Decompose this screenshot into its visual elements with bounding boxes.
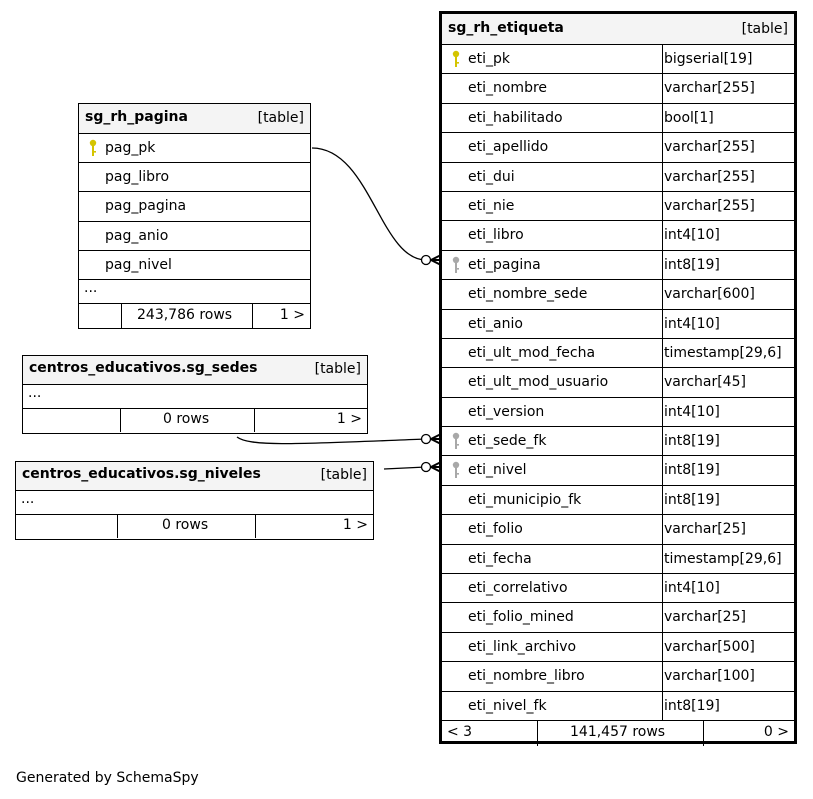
table-footer (23, 409, 367, 432)
more-columns-ellipsis (16, 491, 373, 515)
foreign-key-icon (452, 461, 460, 479)
table-header[interactable] (16, 462, 373, 491)
children-count[interactable]: 1 > (336, 411, 362, 427)
column-type: varchar[255] (664, 197, 755, 214)
table-footer (16, 515, 373, 538)
relationship-niveles-to-etiqueta (384, 467, 426, 469)
table-kind: [table] (320, 467, 367, 483)
row-count: 0 rows (163, 411, 210, 427)
primary-key-icon (452, 50, 460, 68)
column-name: eti_nombre_sede (468, 286, 588, 303)
column-row-eti-nombre-sede[interactable] (442, 280, 794, 309)
column-type: timestamp[29,6] (664, 344, 782, 361)
row-count: 243,786 rows (137, 306, 233, 323)
optional-marker-icon (422, 256, 431, 265)
column-row-pag-libro[interactable] (79, 163, 310, 192)
column-row-eti-apellido[interactable] (442, 133, 794, 162)
column-name: eti_apellido (468, 139, 549, 156)
column-type: int8[19] (664, 433, 720, 450)
table-kind: [table] (257, 110, 304, 126)
column-row-eti-folio-mined[interactable] (442, 603, 794, 632)
relationship-sedes-to-etiqueta (237, 437, 426, 444)
ellipsis-text: ... (84, 279, 98, 296)
table-name: centros_educativos.sg_sedes (29, 360, 258, 376)
column-row-eti-dui[interactable] (442, 163, 794, 192)
column-name: eti_anio (468, 315, 523, 332)
column-type: int4[10] (664, 227, 720, 244)
table-header[interactable] (79, 104, 310, 134)
column-row-eti-nombre[interactable] (442, 74, 794, 103)
column-type: int8[19] (664, 256, 720, 273)
relationship-pagina-to-etiqueta (312, 148, 426, 260)
column-row-eti-fecha[interactable] (442, 545, 794, 574)
row-count: 141,457 rows (570, 723, 666, 740)
column-name: eti_dui (468, 168, 515, 185)
column-row-eti-nivel[interactable] (442, 456, 794, 485)
primary-key-icon (89, 139, 97, 157)
table-header[interactable] (23, 356, 367, 385)
table-footer (79, 304, 310, 328)
optional-marker-icon (422, 463, 431, 472)
foreign-key-icon (452, 256, 460, 274)
column-name: eti_correlativo (468, 580, 568, 597)
table-centros-educativos-sg-niveles[interactable] (15, 461, 374, 540)
column-type: varchar[500] (664, 638, 755, 655)
column-type: int8[19] (664, 491, 720, 508)
column-name: eti_ult_mod_usuario (468, 374, 609, 391)
table-kind: [table] (741, 21, 788, 37)
column-row-eti-pk[interactable] (442, 45, 794, 74)
column-name: eti_nivel (468, 462, 527, 479)
column-name: eti_link_archivo (468, 638, 577, 655)
column-name: eti_sede_fk (468, 433, 547, 450)
column-row-eti-pagina[interactable] (442, 251, 794, 280)
generated-by-footer: Generated by SchemaSpy (16, 770, 199, 786)
table-sg-rh-etiqueta[interactable] (439, 11, 797, 744)
table-sg-rh-pagina[interactable] (78, 103, 311, 329)
column-row-eti-correlativo[interactable] (442, 574, 794, 603)
children-count[interactable]: 0 > (763, 723, 789, 740)
column-type: varchar[25] (664, 521, 746, 538)
column-name: pag_pagina (105, 198, 187, 215)
table-centros-educativos-sg-sedes[interactable] (22, 355, 368, 434)
column-row-eti-sede-fk[interactable] (442, 427, 794, 456)
column-row-eti-ult-mod-fecha[interactable] (442, 339, 794, 368)
column-row-eti-nie[interactable] (442, 192, 794, 221)
more-columns-ellipsis (79, 280, 310, 304)
column-type: bigserial[19] (664, 51, 753, 67)
column-row-eti-anio[interactable] (442, 310, 794, 339)
row-count: 0 rows (162, 517, 209, 533)
foreign-key-icon (452, 432, 460, 450)
column-name: eti_nivel_fk (468, 697, 547, 714)
column-name: eti_fecha (468, 550, 532, 567)
column-row-pag-anio[interactable] (79, 222, 310, 251)
column-type: varchar[600] (664, 286, 755, 303)
table-name: centros_educativos.sg_niveles (22, 466, 261, 482)
column-type: varchar[255] (664, 80, 755, 97)
column-name: eti_folio_mined (468, 609, 574, 626)
children-count[interactable]: 1 > (279, 306, 305, 323)
column-row-eti-nombre-libro[interactable] (442, 662, 794, 691)
column-name: eti_version (468, 403, 545, 420)
column-type: varchar[100] (664, 668, 755, 685)
column-name: eti_nie (468, 197, 515, 214)
column-row-eti-link-archivo[interactable] (442, 633, 794, 662)
column-type: timestamp[29,6] (664, 550, 782, 567)
column-type: int8[19] (664, 697, 720, 714)
column-name: pag_pk (105, 140, 156, 156)
column-row-eti-folio[interactable] (442, 515, 794, 544)
column-row-eti-nivel-fk[interactable] (442, 692, 794, 721)
column-list (442, 45, 794, 721)
column-name: pag_anio (105, 227, 169, 244)
table-name: sg_rh_pagina (85, 109, 188, 125)
column-type: int4[10] (664, 403, 720, 420)
optional-marker-icon (422, 435, 431, 444)
column-name: eti_pagina (468, 256, 541, 273)
column-row-pag-nivel[interactable] (79, 251, 310, 280)
table-footer (442, 721, 794, 746)
column-type: bool[1] (664, 109, 714, 126)
column-name: eti_folio (468, 521, 523, 538)
ellipsis-text: ... (28, 385, 42, 401)
column-type: varchar[255] (664, 139, 755, 156)
column-name: pag_nivel (105, 256, 172, 273)
column-name: eti_habilitado (468, 109, 563, 126)
column-name: eti_pk (468, 51, 510, 67)
column-row-eti-libro[interactable] (442, 221, 794, 250)
column-type: int4[10] (664, 315, 720, 332)
column-row-pag-pk[interactable] (79, 134, 310, 163)
column-name: eti_libro (468, 227, 524, 244)
parents-count[interactable]: < 3 (447, 723, 473, 740)
column-type: varchar[45] (664, 374, 746, 391)
column-row-eti-ult-mod-usuario[interactable] (442, 368, 794, 397)
column-type: int8[19] (664, 462, 720, 479)
column-name: eti_ult_mod_fecha (468, 344, 596, 361)
column-type: varchar[25] (664, 609, 746, 626)
column-type: varchar[255] (664, 168, 755, 185)
table-kind: [table] (314, 361, 361, 377)
more-columns-ellipsis (23, 385, 367, 409)
column-row-pag-pagina[interactable] (79, 192, 310, 221)
column-list (79, 134, 310, 280)
ellipsis-text: ... (21, 491, 35, 507)
column-name: eti_municipio_fk (468, 491, 582, 508)
column-type: int4[10] (664, 580, 720, 597)
column-row-eti-version[interactable] (442, 398, 794, 427)
column-name: pag_libro (105, 169, 170, 186)
column-row-eti-habilitado[interactable] (442, 104, 794, 133)
table-header[interactable] (442, 14, 794, 45)
column-row-eti-municipio-fk[interactable] (442, 486, 794, 515)
column-name: eti_nombre_libro (468, 668, 585, 685)
column-name: eti_nombre (468, 80, 548, 97)
children-count[interactable]: 1 > (342, 517, 368, 533)
table-name: sg_rh_etiqueta (448, 20, 564, 36)
